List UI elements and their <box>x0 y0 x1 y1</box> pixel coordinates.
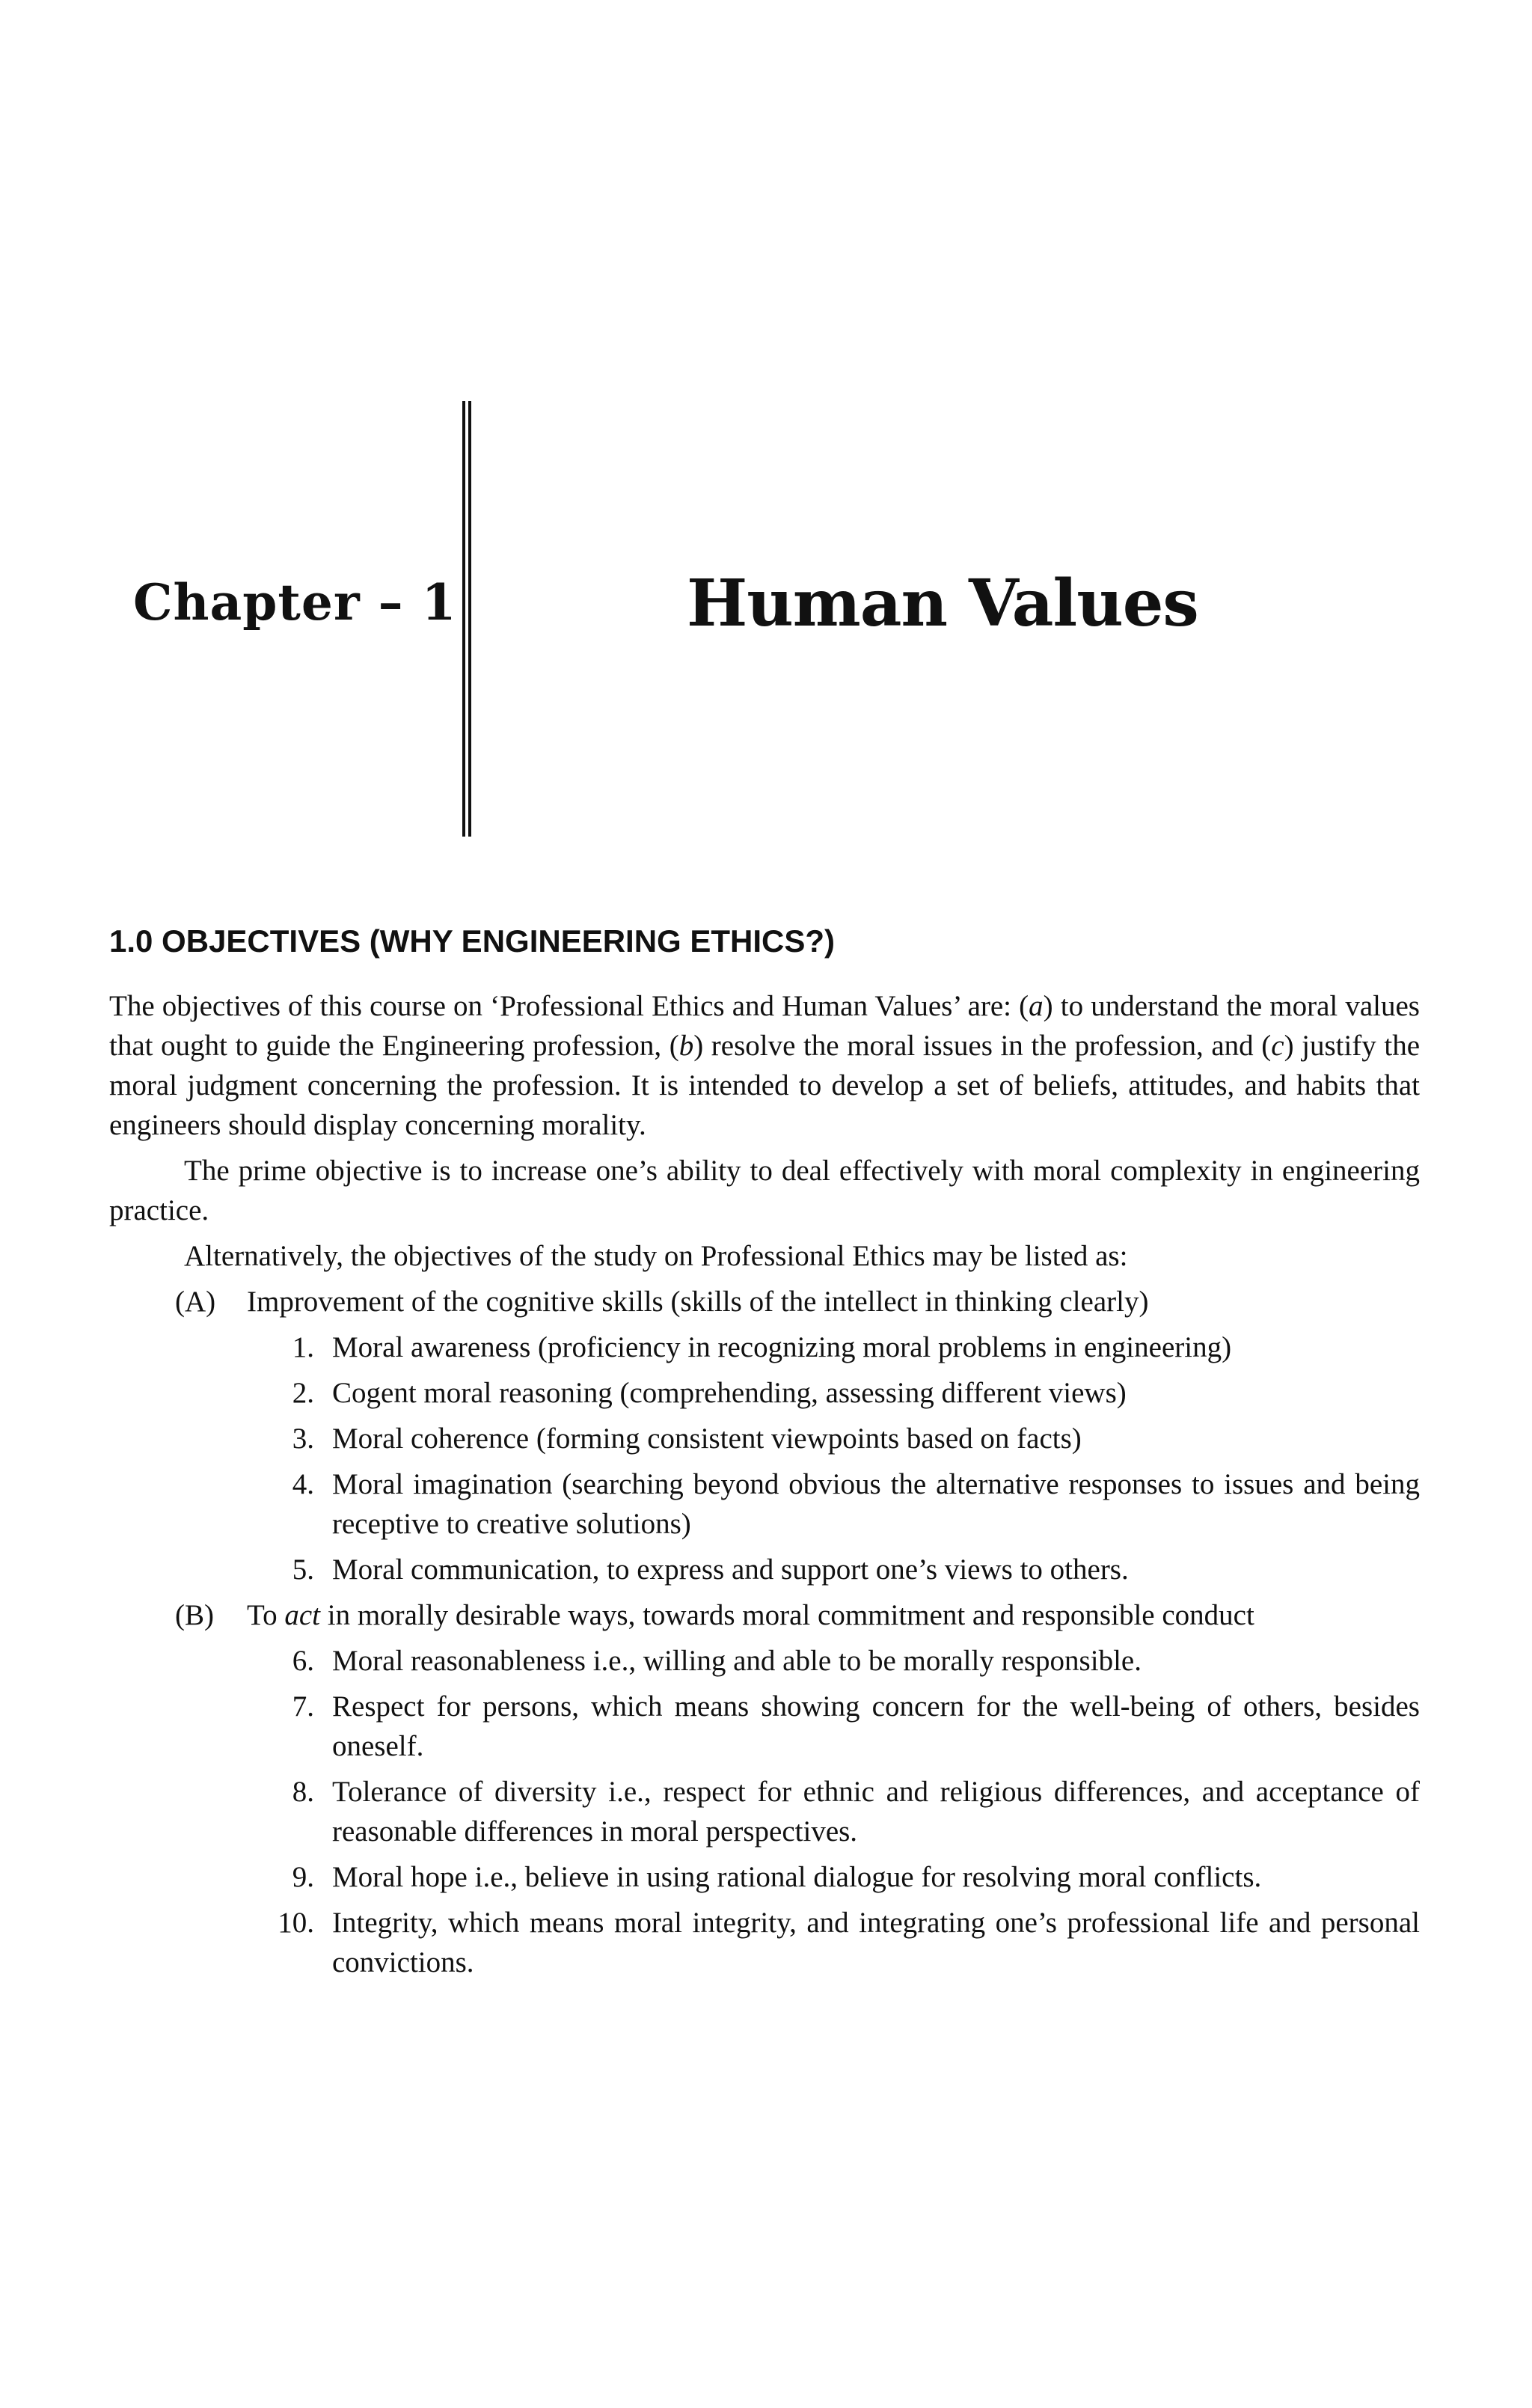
chapter-divider-rule <box>462 401 471 837</box>
list-item <box>109 1857 1420 1897</box>
group-marker: (A) <box>175 1286 216 1318</box>
list-item <box>109 1419 1420 1458</box>
group-text-part: To <box>247 1599 285 1631</box>
list-item <box>109 1641 1420 1681</box>
list-item-text: Moral reasonableness i.e., willing and able to be morally responsible. <box>332 1645 1142 1677</box>
list-item-number: 6. <box>292 1645 314 1677</box>
list-item <box>109 1373 1420 1413</box>
body-text <box>109 986 1420 1988</box>
paragraph-emphasis: a <box>1029 990 1044 1022</box>
section-heading: 1.0 OBJECTIVES (WHY ENGINEERING ETHICS?) <box>109 923 836 959</box>
list-item-number: 7. <box>292 1690 314 1723</box>
list-item-text: Tolerance of diversity i.e., respect for ethnic and religious differences, and acceptance of reasonable differences in moral perspectives. <box>332 1776 1420 1848</box>
list-item-number: 4. <box>292 1468 314 1500</box>
list-item-text: Moral communication, to express and support one’s views to others. <box>332 1553 1129 1586</box>
paragraph-emphasis: b <box>678 1030 694 1062</box>
objectives-paragraph <box>109 986 1420 1145</box>
group-text <box>247 1595 1420 1635</box>
list-item <box>109 1772 1420 1851</box>
list-item <box>109 1550 1420 1589</box>
list-item-number: 1. <box>292 1331 314 1363</box>
list-item-number: 5. <box>292 1553 314 1586</box>
chapter-title: Human Values <box>687 566 1198 641</box>
list-item <box>109 1687 1420 1766</box>
list-item-text: Integrity, which means moral integrity, and integrating one’s professional life and personal convictions. <box>332 1907 1420 1978</box>
group-marker: (B) <box>175 1599 214 1631</box>
list-item <box>109 1903 1420 1982</box>
list-item-number: 3. <box>292 1423 314 1455</box>
list-item-number: 10. <box>278 1907 314 1939</box>
list-item-number: 9. <box>292 1861 314 1893</box>
alternative-objectives-paragraph: Alternatively, the objectives of the study on Professional Ethics may be listed as: <box>184 1240 1128 1272</box>
list-item-text: Moral hope i.e., believe in using rational dialogue for resolving moral conflicts. <box>332 1861 1262 1893</box>
group-a-heading <box>109 1282 1420 1321</box>
list-item-text: Respect for persons, which means showing concern for the well-being of others, besides oneself. <box>332 1690 1420 1762</box>
prime-objective-paragraph: The prime objective is to increase one’s ability to deal effectively with moral complexity in engineering practice. <box>109 1155 1420 1226</box>
group-text-part: in morally desirable ways, towards moral commitment and responsible conduct <box>320 1599 1254 1631</box>
group-b-heading <box>109 1595 1420 1635</box>
chapter-label: Chapter – 1 <box>133 573 457 632</box>
list-item-text: Moral coherence (forming consistent viewpoints based on facts) <box>332 1423 1082 1455</box>
paragraph-text: ) justify the moral judgment concerning the profession. It is intended to develop a set of beliefs, attitudes, and habits that engineers should display concerning morality. <box>109 1030 1420 1141</box>
paragraph-text: The objectives of this course on ‘Professional Ethics and Human Values’ are: ( <box>109 990 1029 1022</box>
list-item-number: 2. <box>292 1377 314 1409</box>
group-text-emphasis: act <box>284 1599 321 1631</box>
list-item-text: Moral awareness (proficiency in recognizing moral problems in engineering) <box>332 1331 1232 1363</box>
list-item-text: Moral imagination (searching beyond obvious the alternative responses to issues and being receptive to creative solutions) <box>332 1468 1420 1540</box>
group-text: Improvement of the cognitive skills (skills of the intellect in thinking clearly) <box>247 1286 1149 1318</box>
list-item <box>109 1327 1420 1367</box>
paragraph-text: ) resolve the moral issues in the profession, and ( <box>693 1030 1272 1062</box>
paragraph-emphasis: c <box>1271 1030 1284 1062</box>
list-item <box>109 1464 1420 1544</box>
list-item-text: Cogent moral reasoning (comprehending, assessing different views) <box>332 1377 1127 1409</box>
list-item-number: 8. <box>292 1776 314 1808</box>
paragraph-text: ) to understand the moral values that ought to guide the Engineering profession, ( <box>109 990 1420 1062</box>
